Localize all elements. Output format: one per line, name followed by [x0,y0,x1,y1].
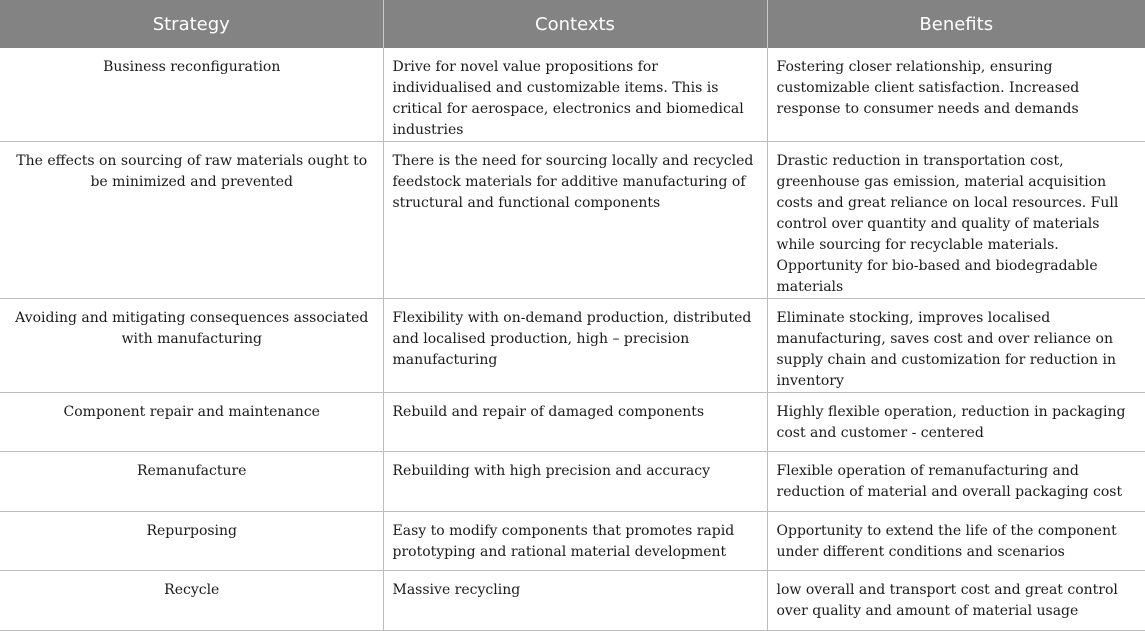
contexts-cell: Easy to modify components that promotes rapid prototyping and rational material development [383,512,767,571]
header-strategy: Strategy [0,0,383,48]
strategy-cell: Recycle [0,571,383,631]
table-row [0,512,1145,571]
table-row [0,571,1145,631]
strategy-cell: Repurposing [0,512,383,571]
table-row [0,452,1145,512]
contexts-cell: Massive recycling [383,571,767,631]
contexts-cell: Flexibility with on-demand production, distributed and localised production, high – precision manufacturing [383,299,767,393]
benefits-cell: Opportunity to extend the life of the component under different conditions and scenarios [767,512,1145,571]
contexts-cell: Drive for novel value propositions for individualised and customizable items. This is critical for aerospace, electronics and biomedical industries [383,48,767,142]
benefits-cell: Eliminate stocking, improves localised manufacturing, saves cost and over reliance on supply chain and customization for reduction in inventory [767,299,1145,393]
benefits-cell: Highly flexible operation, reduction in packaging cost and customer - centered [767,393,1145,452]
contexts-cell: Rebuilding with high precision and accuracy [383,452,767,512]
strategy-cell: Component repair and maintenance [0,393,383,452]
benefits-cell: Fostering closer relationship, ensuring customizable client satisfaction. Increased response to consumer needs and demands [767,48,1145,142]
benefits-cell: Flexible operation of remanufacturing and reduction of material and overall packaging cost [767,452,1145,512]
benefits-cell: low overall and transport cost and great control over quality and amount of material usage [767,571,1145,631]
strategy-cell: Avoiding and mitigating consequences associated with manufacturing [0,299,383,393]
contexts-cell: Rebuild and repair of damaged components [383,393,767,452]
table-row [0,393,1145,452]
strategy-cell: The effects on sourcing of raw materials ought to be minimized and prevented [0,142,383,299]
table-row [0,48,1145,142]
benefits-cell: Drastic reduction in transportation cost, greenhouse gas emission, material acquisition costs and great reliance on local resources. Full control over quantity and quality of materials while sourcing for recyclable materials. Opportunity for bio-based and biodegradable materials [767,142,1145,299]
strategy-cell: Remanufacture [0,452,383,512]
strategy-cell: Business reconfiguration [0,48,383,142]
header-benefits: Benefits [767,0,1145,48]
table-row [0,299,1145,393]
table-row [0,142,1145,299]
contexts-cell: There is the need for sourcing locally and recycled feedstock materials for additive manufacturing of structural and functional components [383,142,767,299]
header-row [0,0,1145,48]
header-contexts: Contexts [383,0,767,48]
